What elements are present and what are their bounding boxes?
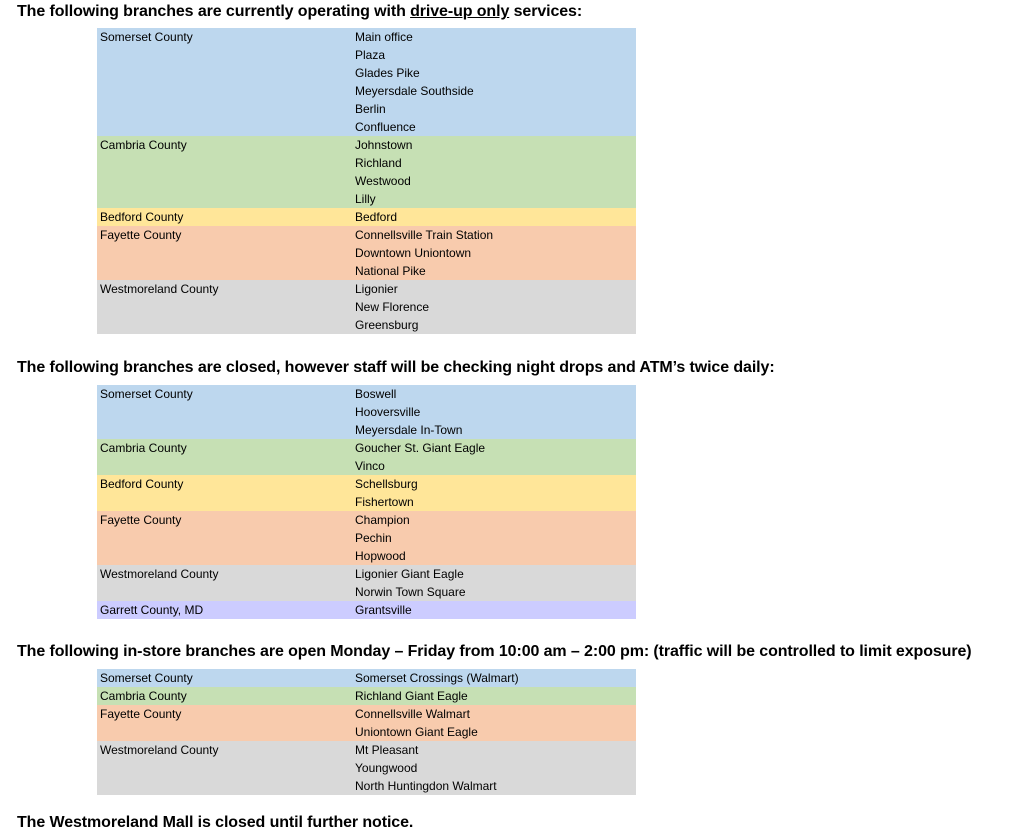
branch-item: Schellsburg xyxy=(355,477,418,491)
county-group-bedford xyxy=(97,475,636,511)
section-1-heading-emphasis: drive-up only xyxy=(410,3,510,20)
county-group-cambria xyxy=(97,439,636,475)
branch-item: Goucher St. Giant Eagle xyxy=(355,441,486,455)
branch-item: Johnstown xyxy=(355,138,413,152)
branch-item: Vinco xyxy=(355,459,385,473)
branch-list xyxy=(355,511,636,565)
branch-list xyxy=(355,136,636,208)
county-group-fayette xyxy=(97,705,636,741)
branch-item: Fishertown xyxy=(355,495,414,509)
county-label: Cambria County xyxy=(100,138,187,152)
county-group-somerset xyxy=(97,28,636,136)
county-label: Bedford County xyxy=(100,210,184,224)
branch-item: Confluence xyxy=(355,120,416,134)
county-group-garrett xyxy=(97,601,636,619)
section-1-heading-pre: The following branches are currently operating with xyxy=(17,3,411,20)
county-label: Fayette County xyxy=(100,707,182,721)
branch-list xyxy=(355,475,636,511)
branch-item: Bedford xyxy=(355,210,398,224)
branch-item: Lilly xyxy=(355,192,376,206)
county-group-fayette xyxy=(97,511,636,565)
branch-item: Boswell xyxy=(355,387,397,401)
branch-item: Uniontown Giant Eagle xyxy=(355,725,478,739)
branch-item: Ligonier xyxy=(355,282,398,296)
branch-item: Berlin xyxy=(355,102,386,116)
county-group-cambria xyxy=(97,136,636,208)
branch-list xyxy=(355,601,636,619)
branch-list xyxy=(355,385,636,439)
branch-item: Norwin Town Square xyxy=(355,585,466,599)
county-label: Somerset County xyxy=(100,387,193,401)
branch-list xyxy=(355,687,636,705)
section-2-heading: The following branches are closed, however staff will be checking night drops and ATM’s twice daily: xyxy=(17,359,775,376)
branch-item: Somerset Crossings (Walmart) xyxy=(355,671,519,685)
county-label: Garrett County, MD xyxy=(100,603,204,617)
branch-list xyxy=(355,705,636,741)
county-label: Westmoreland County xyxy=(100,282,219,296)
branch-list xyxy=(355,741,636,795)
branch-item: Pechin xyxy=(355,531,392,545)
section-1-heading xyxy=(17,3,582,21)
branch-item: National Pike xyxy=(355,264,426,278)
county-label: Fayette County xyxy=(100,513,182,527)
county-group-somerset xyxy=(97,669,636,687)
county-group-westmoreland xyxy=(97,280,636,334)
mall-closed-note: The Westmoreland Mall is closed until further notice. xyxy=(17,814,414,831)
branch-list xyxy=(355,565,636,601)
closed-branches-table xyxy=(97,385,636,619)
branch-item: Connellsville Train Station xyxy=(355,228,494,242)
branch-list xyxy=(355,226,636,280)
branch-item: Meyersdale In-Town xyxy=(355,423,463,437)
branch-item: Hopwood xyxy=(355,549,406,563)
branch-item: Richland Giant Eagle xyxy=(355,689,468,703)
county-group-westmoreland xyxy=(97,741,636,795)
county-label: Cambria County xyxy=(100,689,187,703)
branch-list xyxy=(355,669,636,687)
branch-item: Downtown Uniontown xyxy=(355,246,472,260)
branch-item: New Florence xyxy=(355,300,430,314)
branch-list xyxy=(355,439,636,475)
branch-item: Glades Pike xyxy=(355,66,420,80)
branch-item: Mt Pleasant xyxy=(355,743,419,757)
county-label: Westmoreland County xyxy=(100,567,219,581)
branch-item: Meyersdale Southside xyxy=(355,84,474,98)
branch-item: Champion xyxy=(355,513,410,527)
branch-item: Grantsville xyxy=(355,603,412,617)
county-label: Somerset County xyxy=(100,30,193,44)
branch-item: Hooversville xyxy=(355,405,421,419)
branch-item: North Huntingdon Walmart xyxy=(355,779,497,793)
county-group-somerset xyxy=(97,385,636,439)
county-label: Westmoreland County xyxy=(100,743,219,757)
county-label: Somerset County xyxy=(100,671,193,685)
county-group-fayette xyxy=(97,226,636,280)
county-group-westmoreland xyxy=(97,565,636,601)
branch-list xyxy=(355,28,636,136)
branch-item: Richland xyxy=(355,156,402,170)
county-label: Fayette County xyxy=(100,228,182,242)
branch-item: Plaza xyxy=(355,48,386,62)
branch-list xyxy=(355,208,636,226)
branch-item: Youngwood xyxy=(355,761,418,775)
branch-item: Greensburg xyxy=(355,318,419,332)
branch-item: Connellsville Walmart xyxy=(355,707,470,721)
branch-item: Westwood xyxy=(355,174,411,188)
section-3-heading: The following in-store branches are open Monday – Friday from 10:00 am – 2:00 pm: (traffic will be controlled to limit exposure) xyxy=(17,643,972,660)
county-label: Bedford County xyxy=(100,477,184,491)
in-store-branches-table xyxy=(97,669,636,795)
drive-up-branches-table xyxy=(97,28,636,334)
section-1-heading-post: services: xyxy=(509,3,583,20)
branch-list xyxy=(355,280,636,334)
branch-item: Main office xyxy=(355,30,413,44)
branch-item: Ligonier Giant Eagle xyxy=(355,567,464,581)
county-group-bedford xyxy=(97,208,636,226)
county-group-cambria xyxy=(97,687,636,705)
county-label: Cambria County xyxy=(100,441,187,455)
